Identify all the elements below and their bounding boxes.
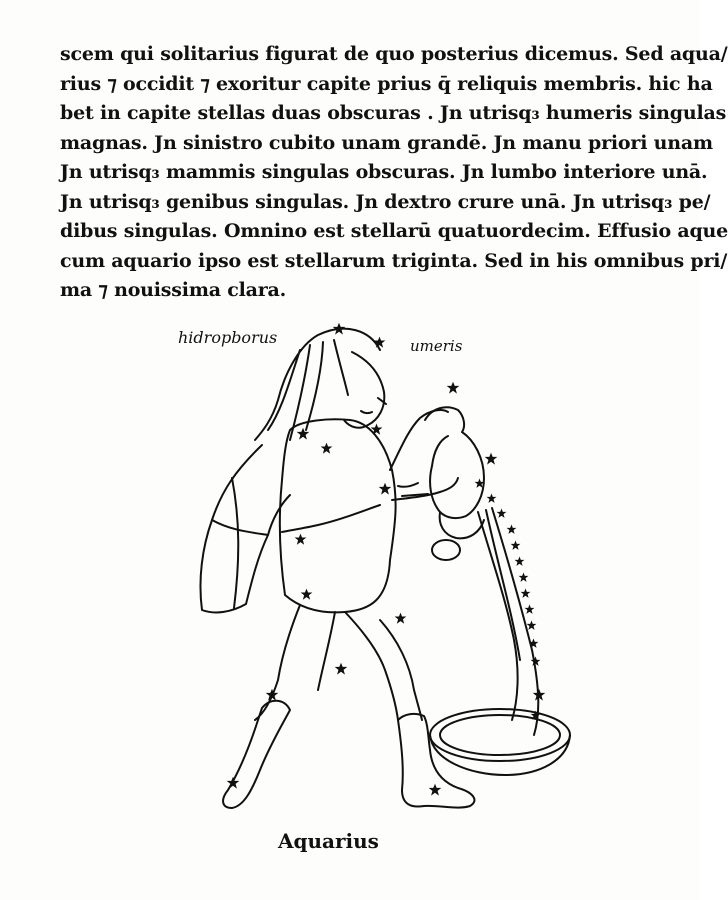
text-line: rius ⁊ occidit ⁊ exoritur capite prius q̄ reliquis membris. hic ha [60, 72, 713, 95]
legs [255, 605, 422, 720]
left-boot [223, 701, 290, 808]
cloak [200, 445, 290, 612]
basin [430, 709, 570, 761]
text-line: bet in capite stellas duas obscuras . Jn utrisq₃ humeris singulas [60, 102, 727, 124]
tunic [280, 419, 396, 612]
text-line: Jn utrisq₃ mammis singulas obscuras. Jn lumbo interiore unā. [60, 161, 708, 183]
text-line: dibus singulas. Omnino est stellarū quatuordecim. Effusio aque [60, 220, 728, 242]
water-stream [478, 508, 538, 735]
hand [398, 483, 428, 496]
annotation-umeris: umeris [410, 337, 463, 355]
vessel [425, 407, 484, 518]
text-line: magnas. Jn sinistro cubito unam grandē. Jn manu priori unam [60, 131, 713, 154]
text-line: Jn utrisq₃ genibus singulas. Jn dextro crure unā. Jn utrisq₃ pe/ [60, 190, 711, 213]
figure-caption: Aquarius [278, 829, 379, 853]
face [344, 352, 384, 428]
annotation-hidropborus: hidropborus [178, 328, 278, 347]
text-line: ma ⁊ nouissima clara. [60, 279, 287, 301]
text-line: cum aquario ipso est stellarum triginta. Sed in his omnibus pri/ [60, 249, 728, 272]
text-line: scem qui solitarius figurat de quo posterius dicemus. Sed aqua/ [60, 43, 728, 65]
